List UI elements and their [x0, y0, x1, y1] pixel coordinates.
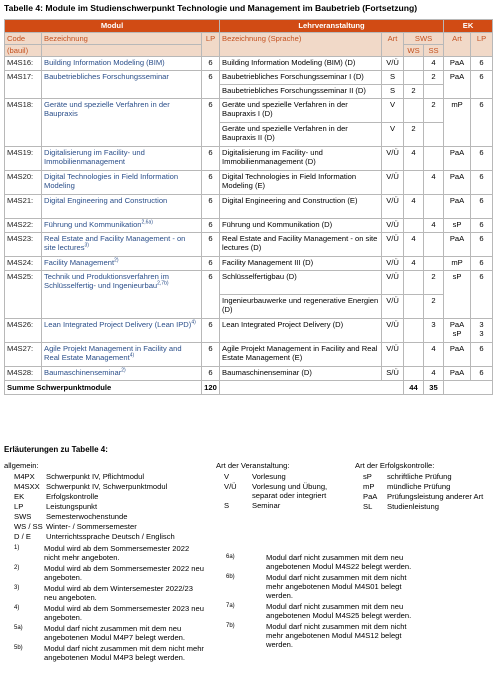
- ek-lp: [471, 71, 493, 99]
- lv-ss: [424, 195, 444, 219]
- table-row: [5, 219, 493, 233]
- ek-lp: [471, 343, 493, 367]
- module-name: [42, 99, 202, 147]
- table-title: Tabelle 4: Module im Studienschwerpunkt Technologie und Management im Baubetrieb (Fortsetzung): [4, 3, 418, 13]
- ek-lp-value: 6: [479, 100, 484, 109]
- lv-art: V/Ü: [382, 195, 404, 219]
- lv-ws: [404, 319, 424, 343]
- table-row: [5, 343, 493, 367]
- module-name: [42, 195, 202, 219]
- lv-name: Building Information Modeling (BIM) (D): [220, 57, 382, 71]
- module-lp: 6: [202, 219, 220, 233]
- ek-art: [444, 271, 471, 319]
- header-empty: [42, 45, 202, 57]
- lv-name: Digital Technologies in Field Information Modeling (E): [220, 171, 382, 195]
- ek-art: [444, 257, 471, 271]
- ek-art-value: sP: [452, 329, 462, 338]
- module-name: [42, 233, 202, 257]
- ek-art-value: PaA: [449, 58, 465, 67]
- art-item-value: Seminar: [252, 501, 281, 510]
- module-name-text: Digital Technologies in Field Information Modeling: [44, 172, 179, 190]
- ek-art-value: PaA: [449, 172, 465, 181]
- lv-art: V/Ü: [382, 295, 404, 319]
- module-name: [42, 319, 202, 343]
- lv-ss: 4: [424, 367, 444, 381]
- header-ek-lp: LP: [471, 33, 493, 57]
- lv-art: V/Ü: [382, 171, 404, 195]
- ek-lp-value: 6: [479, 272, 484, 281]
- header-lp: LP: [202, 33, 220, 57]
- module-name: [42, 343, 202, 367]
- header-ek: EK: [444, 20, 493, 33]
- abbrev-item-value: Schwerpunkt IV, Schwerpunktmodul: [46, 482, 168, 491]
- footnote-item: [14, 584, 204, 602]
- ek-art-value: mP: [451, 258, 463, 267]
- ek-art-value: PaA: [449, 320, 465, 329]
- ek-lp-value: 6: [479, 258, 484, 267]
- lv-name: Schlüsselfertigbau (D): [220, 271, 382, 295]
- art-item-value: Vorlesung: [252, 472, 286, 481]
- footnote-mark: 2,7b): [157, 280, 169, 287]
- ek-lp-value: 6: [479, 344, 484, 353]
- erlaeuterungen-title: Erläuterungen zu Tabelle 4:: [4, 445, 108, 454]
- lv-ss: 2: [424, 71, 444, 85]
- footnote-item: [14, 604, 204, 622]
- ek-lp-value: 6: [479, 172, 484, 181]
- module-lp: 6: [202, 195, 220, 219]
- art-item: [224, 501, 346, 510]
- module-code: M4S28:: [5, 367, 42, 381]
- module-code: M4S23:: [5, 233, 42, 257]
- abbrev-item: [14, 532, 204, 542]
- ek-lp: [471, 171, 493, 195]
- abbrev-item-key: WS / SS: [14, 522, 43, 531]
- erfolg-item: [363, 482, 493, 492]
- footnote-text: Modul darf nicht zusammen mit dem nicht mehr angebotenen Modul M4S01 belegt werden.: [266, 573, 407, 600]
- ek-art: [444, 219, 471, 233]
- abbrev-item: [14, 502, 204, 512]
- ek-art: [444, 171, 471, 195]
- footnote-mark: 2,6a): [141, 219, 153, 226]
- ek-lp: [471, 257, 493, 271]
- header-ek-art: Art: [444, 33, 471, 57]
- table-row: [5, 99, 493, 123]
- abbrev-item-value: Schwerpunkt IV, Pflichtmodul: [46, 472, 145, 481]
- lv-art: V/Ü: [382, 57, 404, 71]
- lv-art: S: [382, 85, 404, 99]
- footnote-text: Modul darf nicht zusammen mit dem nicht mehr angebotenen Modul M4S12 belegt werden.: [266, 622, 407, 649]
- erfolg-item-value: mündliche Prüfung: [387, 482, 451, 491]
- module-code: M4S26:: [5, 319, 42, 343]
- footnote-text: Modul wird ab dem Sommersemester 2022 nicht mehr angeboten.: [44, 544, 190, 562]
- lv-art: S: [382, 71, 404, 85]
- footnote-text: Modul darf nicht zusammen mit dem nicht mehr angebotenen Modul M4P3 belegt werden.: [44, 644, 204, 662]
- lv-ws: 4: [404, 147, 424, 171]
- footnote-item: [226, 573, 416, 600]
- abbrev-item-key: M4SXX: [14, 482, 40, 491]
- module-code: M4S18:: [5, 99, 42, 147]
- lv-ss: 4: [424, 57, 444, 71]
- ek-lp: [471, 99, 493, 147]
- abbrev-item: [14, 482, 204, 492]
- ek-art-value: PaA: [449, 72, 465, 81]
- footnote-text: Modul darf nicht zusammen mit dem neu angebotenen Modul M4P7 belegt werden.: [44, 624, 186, 642]
- footnote-key: 1): [14, 545, 20, 551]
- footnote-text: Modul darf nicht zusammen mit dem neu angebotenen Modul M4S22 belegt werden.: [266, 553, 412, 571]
- art-item-key: V/Ü: [224, 482, 237, 491]
- module-code: M4S20:: [5, 171, 42, 195]
- ek-lp-value: 6: [479, 148, 484, 157]
- lv-ss: [424, 257, 444, 271]
- footnote-key: 7b): [226, 623, 235, 629]
- footnote-text: Modul wird ab dem Wintersemester 2022/23 neu angeboten.: [44, 584, 193, 602]
- summary-ws: 44: [404, 381, 424, 395]
- legend-erfolgskontrolle: [355, 461, 493, 512]
- module-name-text: Führung und Kommunikation: [44, 220, 142, 229]
- table-row: [5, 171, 493, 195]
- art-title: Art der Veranstaltung:: [216, 461, 290, 470]
- header-bezeichnung-sprache: Bezeichnung (Sprache): [220, 33, 382, 57]
- footnote-mark: 4): [129, 352, 135, 359]
- header-bauil: (bauil): [5, 45, 42, 57]
- ek-art-value: sP: [452, 220, 462, 229]
- lv-ss: 4: [424, 171, 444, 195]
- abbrev-item: [14, 512, 204, 522]
- module-lp: 6: [202, 71, 220, 99]
- ek-art-value: PaA: [449, 344, 465, 353]
- module-name-text: Facility Management: [44, 258, 115, 267]
- lv-name: Digitalisierung im Facility- und Immobilienmanagement (D): [220, 147, 382, 171]
- erfolg-item: [363, 472, 493, 482]
- ek-art: [444, 367, 471, 381]
- legend-notes-right: [226, 553, 416, 651]
- ek-art: [444, 147, 471, 171]
- module-name: [42, 171, 202, 195]
- module-name-text: Digitalisierung im Facility- und Immobilienmanagement: [44, 148, 145, 166]
- footnote-mark: 4): [191, 319, 196, 326]
- abbrev-item-value: Erfolgskontrolle: [46, 492, 99, 501]
- lv-art: V/Ü: [382, 319, 404, 343]
- module-lp: 6: [202, 257, 220, 271]
- summary-empty: [220, 381, 404, 395]
- abbrev-item-key: M4PX: [14, 472, 35, 481]
- lv-name: Baubetriebliches Forschungsseminar I (D): [220, 71, 382, 85]
- lv-ss: 2: [424, 99, 444, 123]
- module-name: [42, 57, 202, 71]
- lv-ws: [404, 71, 424, 85]
- lv-name: Geräte und spezielle Verfahren in der Baupraxis I (D): [220, 99, 382, 123]
- lv-art: V/Ü: [382, 271, 404, 295]
- module-lp: 6: [202, 99, 220, 147]
- ek-art: [444, 343, 471, 367]
- lv-ss: 2: [424, 271, 444, 295]
- ek-art-value: PaA: [449, 368, 465, 377]
- footnote-item: [14, 564, 204, 582]
- art-item: [224, 482, 346, 500]
- abbrev-item-key: SWS: [14, 512, 32, 521]
- art-item-key: S: [224, 501, 230, 510]
- footnote-text: Modul darf nicht zusammen mit dem neu angebotenen Modul M4S25 belegt werden.: [266, 602, 412, 620]
- ek-lp-value: 6: [479, 234, 484, 243]
- lv-ss: [424, 147, 444, 171]
- art-item-key: V: [224, 472, 230, 481]
- lv-name: Digital Engineering and Construction (E): [220, 195, 382, 219]
- lv-ss: 2: [424, 295, 444, 319]
- ek-lp-value: 6: [479, 72, 484, 81]
- footnote-key: 2): [14, 565, 20, 571]
- erfolg-item: [363, 502, 493, 512]
- summary-row: [5, 381, 493, 395]
- header-ss: SS: [424, 45, 444, 57]
- lv-ws: [404, 367, 424, 381]
- module-name: [42, 219, 202, 233]
- lv-ws: 2: [404, 85, 424, 99]
- module-name: [42, 271, 202, 319]
- module-name-text: Building Information Modeling (BIM): [44, 58, 165, 67]
- lv-name: Führung und Kommunikation (D): [220, 219, 382, 233]
- ek-art: [444, 99, 471, 147]
- module-name: [42, 147, 202, 171]
- module-name-text: Agile Projekt Management in Facility and Real Estate Management: [44, 344, 182, 362]
- footnote-mark: 2): [114, 257, 119, 264]
- module-lp: 6: [202, 233, 220, 257]
- lv-name: Real Estate and Facility Management - on site lectures (D): [220, 233, 382, 257]
- table-row: [5, 367, 493, 381]
- ek-lp: [471, 219, 493, 233]
- footnote-key: 7a): [226, 603, 235, 609]
- module-lp: 6: [202, 319, 220, 343]
- abbrev-item: [14, 472, 204, 482]
- module-lp: 6: [202, 57, 220, 71]
- art-item: [224, 472, 346, 481]
- footnote-item: [14, 624, 204, 642]
- header-lehrveranstaltung: Lehrveranstaltung: [220, 20, 444, 33]
- module-lp: 6: [202, 271, 220, 319]
- summary-ss: 35: [424, 381, 444, 395]
- lv-art: V/Ü: [382, 233, 404, 257]
- lv-art: V/Ü: [382, 343, 404, 367]
- lv-ss: 4: [424, 343, 444, 367]
- footnote-mark: 3): [84, 242, 89, 249]
- summary-lp: 120: [202, 381, 220, 395]
- lv-art: V/Ü: [382, 147, 404, 171]
- erfolg-item-value: Studienleistung: [387, 502, 439, 511]
- summary-label: Summe Schwerpunktmodule: [5, 381, 202, 395]
- erfolg-item-key: mP: [363, 482, 375, 491]
- erfolg-item: [363, 492, 493, 502]
- header-modul: Modul: [5, 20, 220, 33]
- module-code: M4S21:: [5, 195, 42, 219]
- abbrev-item-key: EK: [14, 492, 25, 501]
- table-row: [5, 271, 493, 295]
- lv-ws: 2: [404, 123, 424, 147]
- module-name-text: Geräte und spezielle Verfahren in der Baupraxis: [44, 100, 170, 118]
- ek-art-value: sP: [452, 272, 462, 281]
- ek-lp: [471, 271, 493, 319]
- ek-art-value: mP: [451, 100, 463, 109]
- module-name: [42, 367, 202, 381]
- module-name-text: Baubetriebliches Forschungsseminar: [44, 72, 169, 81]
- ek-lp-value: 3: [479, 320, 484, 329]
- table-row: [5, 233, 493, 257]
- footnote-key: 4): [14, 605, 20, 611]
- abbrev-item: [14, 492, 204, 502]
- module-code: M4S17:: [5, 71, 42, 99]
- ek-lp-value: 6: [479, 368, 484, 377]
- erfolg-item-key: SL: [363, 502, 373, 511]
- header-bezeichnung: Bezeichnung: [42, 33, 202, 45]
- lv-ss: 3: [424, 319, 444, 343]
- lv-ws: [404, 295, 424, 319]
- footnote-item: [226, 622, 416, 649]
- erfolg-item-value: schriftliche Prüfung: [387, 472, 452, 481]
- summary-empty: [444, 381, 493, 395]
- erfolg-item-value: Prüfungsleistung anderer Art: [387, 492, 484, 501]
- lv-art: S/Ü: [382, 367, 404, 381]
- lv-art: V/Ü: [382, 219, 404, 233]
- lv-name: Ingenieurbauwerke und regenerative Energien (D): [220, 295, 382, 319]
- footnote-key: 3): [14, 585, 20, 591]
- ek-art: [444, 57, 471, 71]
- lv-art: V: [382, 123, 404, 147]
- erfolg-title: Art der Erfolgskontrolle:: [355, 461, 435, 470]
- table-row: [5, 71, 493, 85]
- table-row: [5, 57, 493, 71]
- module-name-text: Digital Engineering and Construction: [44, 196, 168, 205]
- lv-ws: [404, 219, 424, 233]
- ek-art: [444, 71, 471, 99]
- abbrev-item: [14, 522, 204, 532]
- lv-ws: [404, 57, 424, 71]
- legend-allgemein: [4, 461, 204, 664]
- header-code: Code: [5, 33, 42, 45]
- module-lp: 6: [202, 147, 220, 171]
- module-code: M4S22:: [5, 219, 42, 233]
- abbrev-item-value: Unterrichtssprache Deutsch / Englisch: [46, 532, 175, 541]
- lv-ws: [404, 171, 424, 195]
- allgemein-title: allgemein:: [4, 461, 39, 470]
- footnote-item: [14, 644, 204, 662]
- module-code: M4S19:: [5, 147, 42, 171]
- ek-lp-value: 6: [479, 196, 484, 205]
- lv-ws: [404, 99, 424, 123]
- table-row: [5, 195, 493, 219]
- footnote-item: [226, 553, 416, 571]
- ek-lp-value: 6: [479, 220, 484, 229]
- footnote-item: [226, 602, 416, 620]
- module-name: [42, 257, 202, 271]
- legend-art: [216, 461, 346, 511]
- module-code: M4S16:: [5, 57, 42, 71]
- ek-lp: [471, 147, 493, 171]
- abbrev-item-value: Leistungspunkt: [46, 502, 98, 511]
- footnote-text: Modul wird ab dem Sommersemester 2022 neu angeboten.: [44, 564, 204, 582]
- footnote-key: 5b): [14, 645, 23, 651]
- footnote-mark: 2): [121, 367, 126, 374]
- ek-lp-value: 6: [479, 58, 484, 67]
- header-sws: SWS: [404, 33, 444, 45]
- header-ws: WS: [404, 45, 424, 57]
- module-name-text: Lean Integrated Project Delivery (Lean IPD): [44, 320, 192, 329]
- ek-art-value: PaA: [449, 234, 465, 243]
- lv-ws: [404, 271, 424, 295]
- lv-ss: [424, 233, 444, 257]
- abbrev-item-key: LP: [14, 502, 24, 511]
- lv-ws: 4: [404, 195, 424, 219]
- module-code: M4S27:: [5, 343, 42, 367]
- module-name-text: Baumaschinenseminar: [44, 368, 122, 377]
- table-row: [5, 319, 493, 343]
- ek-art-value: PaA: [449, 196, 465, 205]
- module-lp: 6: [202, 171, 220, 195]
- module-table: [4, 19, 493, 395]
- lv-ws: 4: [404, 233, 424, 257]
- lv-ws: [404, 343, 424, 367]
- ek-art-value: PaA: [449, 148, 465, 157]
- footnote-key: 6a): [226, 554, 235, 560]
- abbrev-item-value: Winter- / Sommersemester: [46, 522, 137, 531]
- module-code: M4S25:: [5, 271, 42, 319]
- module-name-text: Real Estate and Facility Management - on site lectures: [44, 234, 186, 252]
- ek-lp: [471, 233, 493, 257]
- lv-name: Facility Management III (D): [220, 257, 382, 271]
- header-art: Art: [382, 33, 404, 57]
- footnote-item: [14, 544, 204, 562]
- art-item-value: Vorlesung und Übung, separat oder integriert: [252, 482, 328, 500]
- ek-lp-value: 3: [479, 329, 484, 338]
- ek-art: [444, 195, 471, 219]
- lv-ss: [424, 85, 444, 99]
- lv-ss: [424, 123, 444, 147]
- lv-name: Lean Integrated Project Delivery (D): [220, 319, 382, 343]
- lv-name: Baumaschinenseminar (D): [220, 367, 382, 381]
- lv-name: Baubetriebliches Forschungsseminar II (D): [220, 85, 382, 99]
- lv-art: V/Ü: [382, 257, 404, 271]
- abbrev-item-value: Semesterwochenstunde: [46, 512, 128, 521]
- lv-ss: 4: [424, 219, 444, 233]
- erfolg-item-key: PaA: [363, 492, 378, 501]
- module-name: [42, 71, 202, 99]
- abbrev-item-key: D / E: [14, 532, 31, 541]
- lv-art: V: [382, 99, 404, 123]
- lv-name: Agile Projekt Management in Facility and Real Estate Management (E): [220, 343, 382, 367]
- table-row: [5, 257, 493, 271]
- footnote-key: 5a): [14, 625, 23, 631]
- footnote-key: 6b): [226, 574, 235, 580]
- ek-art: [444, 233, 471, 257]
- lv-name: Geräte und spezielle Verfahren in der Baupraxis II (D): [220, 123, 382, 147]
- module-lp: 6: [202, 367, 220, 381]
- lv-ws: 4: [404, 257, 424, 271]
- ek-lp: [471, 319, 493, 343]
- footnote-text: Modul wird ab dem Sommersemester 2023 neu angeboten.: [44, 604, 204, 622]
- erfolg-item-key: sP: [363, 472, 372, 481]
- ek-art: [444, 319, 471, 343]
- ek-lp: [471, 367, 493, 381]
- ek-lp: [471, 57, 493, 71]
- module-code: M4S24:: [5, 257, 42, 271]
- table-row: [5, 147, 493, 171]
- module-name-text: Technik und Produktionsverfahren im Schlüsselfertig- und Ingenieurbau: [44, 272, 169, 290]
- ek-lp: [471, 195, 493, 219]
- module-lp: 6: [202, 343, 220, 367]
